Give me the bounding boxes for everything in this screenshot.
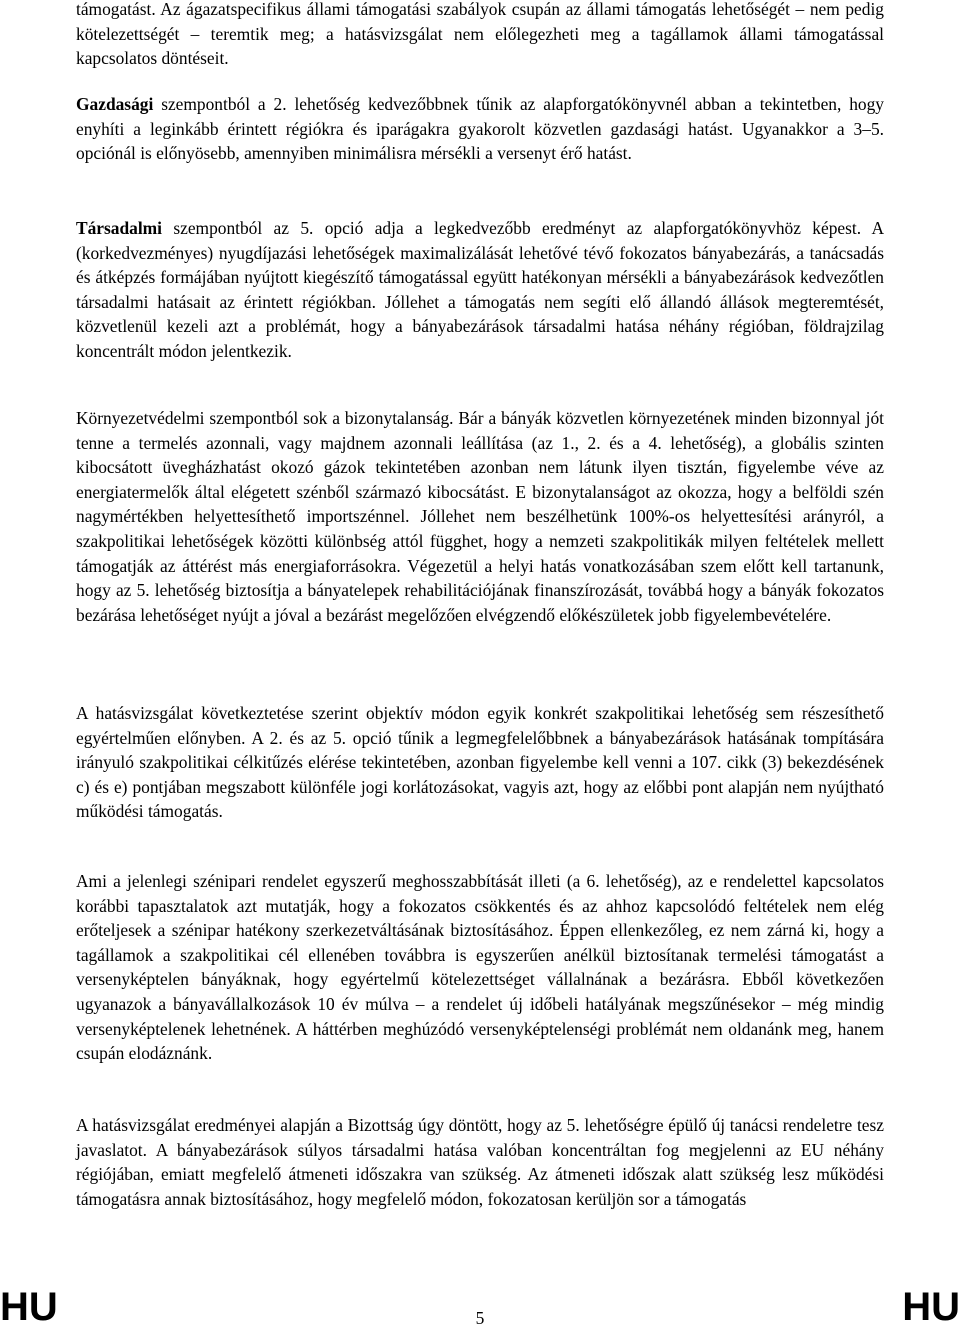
social-text: szempontból az 5. opció adja a legkedvezőbb eredményt az alapforgatókönyvhöz képest. A (korkedvezményes) nyugdíjazási lehetőségek maximalizálását lehetővé tévő fokozatos bányabezárás, a tanácsadás és átképzés formájában nyújtott kiegészítő támogatással együtt hatékonyan mérsékli a bányabezárások kedvezőtlen társadalmi hatásait az érintett régiókban. Jóllehet a támogatás nem segíti elő állandó állások megteremtését, közvetlenül kezeli azt a problémát, hogy a bányabezárások társadalmi hatása néhány régióban, földrajzilag koncentrált módon jelentkezik.: [76, 218, 884, 361]
paragraph-decision: A hatásvizsgálat eredményei alapján a Bizottság úgy döntött, hogy az 5. lehetőségre épülő új tanácsi rendeletre tesz javaslatot. A bányabezárások súlyos társadalmi hatása valóban koncentráltan fog megjelenni az EU néhány régiójában, emiatt megfelelő átmeneti időszakra van szükség. Az átmeneti időszak alatt szükség lesz működési támogatásra annak biztosításához, hogy megfelelő módon, fokozatosan kerüljön sor a támogatás: [76, 1115, 884, 1209]
social-heading: Társadalmi: [76, 218, 162, 238]
paragraph-economic: [76, 92, 884, 166]
footer-language-right: HU: [902, 1285, 960, 1329]
footer-language-left: HU: [0, 1285, 58, 1329]
paragraph-conclusion: A hatásvizsgálat következtetése szerint objektív módon egyik konkrét szakpolitikai lehetőség sem részesíthető egyértelműen előnyben. A 2. és az 5. opció tűnik a legmegfelelőbbnek a bányabezárások hatásának tompítására irányuló szakpolitikai célkitűzés elérése tekintetében, azonban figyelembe kell venni a 107. cikk (3) bekezdésének c) és e) pontjában megszabott különféle jogi korlátozásokat, vagyis azt, hogy az előbbi pont alapján nem nyújtható működési támogatás.: [76, 703, 884, 822]
paragraph-extension: Ami a jelenlegi szénipari rendelet egyszerű meghosszabbítását illeti (a 6. lehetőség), az e rendelettel kapcsolatos korábbi tapasztalatok azt mutatják, hogy a fokozatos csökkentés és az ahhoz kapcsolódó feltételek nem elég erőteljesek a szénipar hatékony szerkezetváltásának biztosításához. Éppen ellenkezőleg, ez nem zárná ki, hogy a tagállamok a szakpolitikai cél ellenében továbbra is egyszerűen anélkül biztosítanak termelési támogatást a versenyképtelen bányáknak, hogy egyértelmű kötelezettséget vállalnának a bezárásra. Ebből következően ugyanazok a bányavállalkozások 10 év múlva – a rendelet új időbeli hatályának megszűnésekor – még mindig versenyképtelenek lehetnének. A háttérben meghúzódó versenyképtelenségi problémát nem oldanánk meg, hanem csupán elodáznánk.: [76, 871, 884, 1064]
paragraph-1: támogatást. Az ágazatspecifikus állami támogatási szabályok csupán az állami támogatás lehetőségét – nem pedig kötelezettségét – teremtik meg; a hatásvizsgálat nem előlegezheti meg a tagállamok állami támogatással kapcsolatos döntéseit.: [76, 0, 884, 69]
paragraph-social: [76, 216, 884, 364]
economic-text: szempontból a 2. lehetőség kedvezőbbnek tűnik az alapforgatókönyvnél abban a tekintetben, hogy enyhíti a leginkább érintett régiókra és iparágakra gyakorolt közvetlen gazdasági hatást. Ugyanakkor a 3–5. opciónál is előnyösebb, amennyiben minimálisra mérsékli a versenyt érő hatást.: [76, 94, 884, 164]
paragraph-environment: Környezetvédelmi szempontból sok a bizonytalanság. Bár a bányák közvetlen környezetének minden bizonnyal jót tenne a termelés azonnali, vagy majdnem azonnali leállítása (az 1., 2. és a 4. lehetőség), a globális szinten kibocsátott üvegházhatást okozó gázok tekintetében azonban nem látunk ilyen tisztán, figyelembe véve az energiatermelők által elégetett szénből származó kibocsátást. E bizonytalanságot az okozza, hogy a belföldi szén nagymértékben helyettesíthető importszénnel. Jóllehet nem beszélhetünk 100%-os helyettesítési arányról, a szakpolitikai lehetőségek közötti különbség attól függhet, hogy a nemzeti szakpolitikák milyen feltételek mellett támogatják az áttérést más energiaforrásokra. Végezetül a helyi hatás vonatkozásában szem előtt kell tartanunk, hogy az 5. lehetőség biztosítja a bányatelepek rehabilitációjának finanszírozását, továbbá hogy a bányák fokozatos bezárása lehetőséget nyújt a jóval a bezárást megelőzően elvégzendő előkészületek jobb figyelembevételére.: [76, 408, 884, 625]
economic-heading: Gazdasági: [76, 94, 154, 114]
page-number: 5: [475, 1308, 485, 1328]
